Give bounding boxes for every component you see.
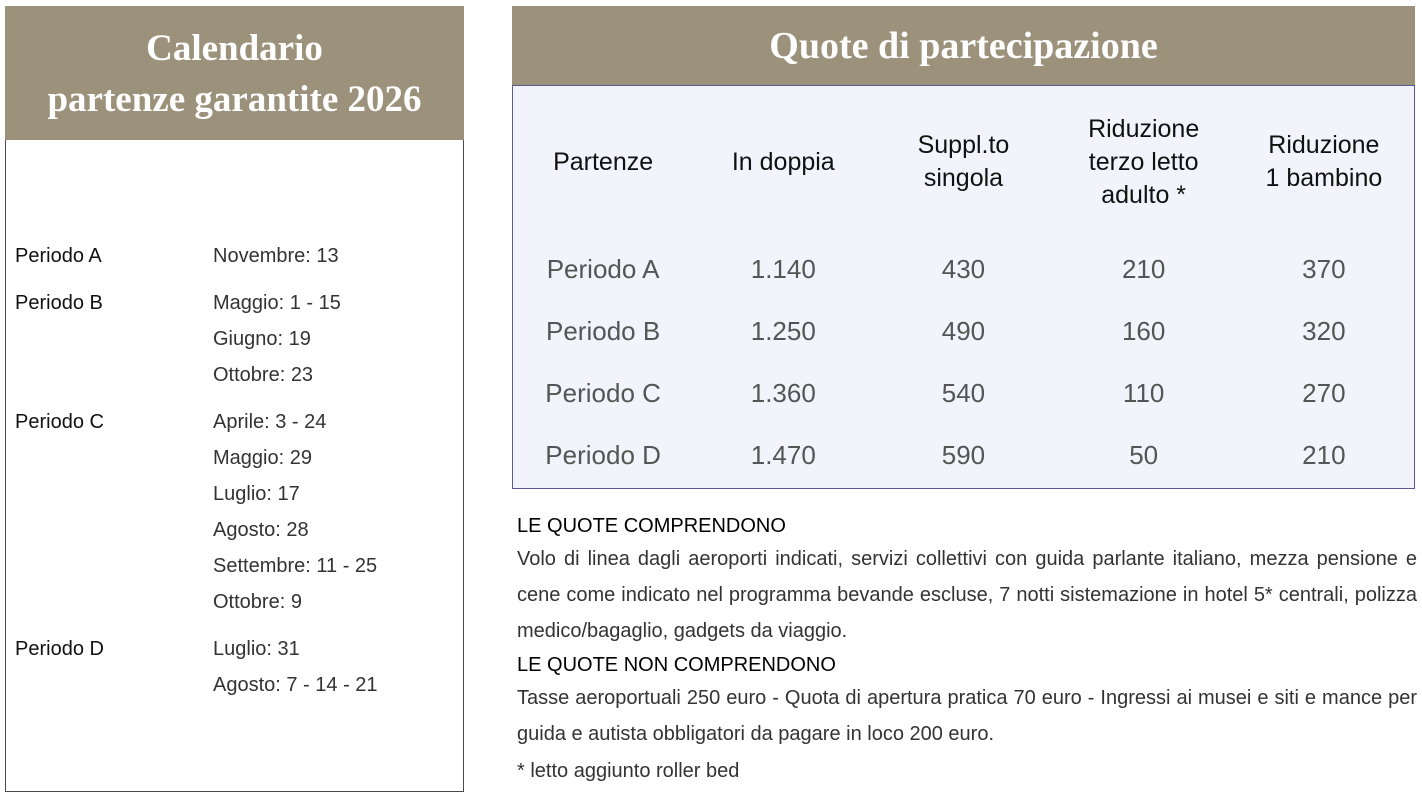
period-row — [6, 238, 463, 274]
column-header-line: In doppia — [731, 147, 835, 176]
calendar-title — [5, 6, 464, 140]
price-cell: 270 — [1302, 377, 1346, 408]
period-row — [6, 285, 463, 393]
table-row — [513, 300, 1414, 362]
calendar-title-line2: partenze garantite 2026 — [47, 79, 422, 120]
column-header-line: Suppl.to — [917, 131, 1010, 159]
period-date: Agosto: 7 - 14 - 21 — [213, 674, 378, 696]
price-cell: 1.140 — [750, 253, 816, 284]
table-row — [513, 424, 1414, 486]
price-cell: 430 — [941, 253, 986, 284]
period-date: Agosto: 28 — [213, 519, 309, 541]
price-cell: 540 — [941, 377, 986, 408]
quotes-body — [513, 238, 1414, 486]
column-header-line: Partenze — [553, 147, 654, 176]
price-cell: 50 — [1129, 439, 1159, 470]
included-text: Volo di linea dagli aeroporti indicati, servizi collettivi con guida parlante italiano, mezza pensione e cene come indicato nel programma bevande escluse, 7 notti sistemazione in hotel 5* centrali, polizza medico/bagaglio, gadgets da viaggio. — [517, 548, 1417, 642]
table-row — [513, 238, 1414, 300]
notes-section — [517, 511, 1417, 789]
period-dates — [213, 631, 463, 703]
footnote: * letto aggiunto roller bed — [517, 760, 740, 782]
included-heading: LE QUOTE COMPRENDONO — [517, 515, 786, 537]
period-date: Novembre: 13 — [213, 245, 339, 267]
period-row — [6, 404, 463, 620]
table-row — [513, 362, 1414, 424]
period-name: Periodo C — [15, 411, 104, 433]
period-dates — [213, 285, 463, 393]
price-cell: 1.250 — [750, 315, 816, 346]
column-header — [693, 86, 873, 238]
column-header-line: singola — [923, 164, 1004, 192]
row-period-cell: Periodo B — [546, 315, 661, 346]
quotes-table — [513, 86, 1414, 486]
calendar-list — [6, 238, 463, 714]
period-name: Periodo A — [15, 245, 102, 267]
excluded-text: Tasse aeroportuali 250 euro - Quota di apertura pratica 70 euro - Ingressi ai musei e siti e mance per guida e autista obbligatori da pagare in loco 200 euro. — [517, 687, 1417, 745]
column-header-line: Riduzione — [1088, 114, 1200, 143]
quotes-title: Quote di partecipazione — [512, 6, 1415, 85]
column-header-line: adulto * — [1101, 180, 1187, 209]
period-dates — [213, 404, 463, 620]
column-header-line: 1 bambino — [1265, 164, 1383, 192]
row-period-cell: Periodo C — [545, 377, 661, 408]
price-cell: 320 — [1302, 315, 1346, 346]
price-cell: 210 — [1121, 253, 1166, 284]
period-row — [6, 631, 463, 703]
quotes-header-row — [513, 86, 1414, 238]
period-date: Aprile: 3 - 24 — [213, 411, 327, 433]
calendar-panel — [5, 6, 464, 792]
price-cell: 490 — [941, 315, 986, 346]
quotes-table-box — [512, 85, 1415, 489]
price-cell: 1.470 — [750, 439, 816, 470]
period-date: Settembre: 11 - 25 — [213, 555, 378, 577]
column-header — [513, 86, 693, 238]
excluded-heading: LE QUOTE NON COMPRENDONO — [517, 654, 836, 676]
price-cell: 110 — [1122, 377, 1165, 408]
period-date: Luglio: 31 — [213, 638, 300, 660]
period-date: Maggio: 29 — [213, 447, 312, 469]
period-date: Maggio: 1 - 15 — [213, 292, 341, 314]
column-header — [1054, 86, 1234, 238]
price-cell: 1.360 — [750, 377, 816, 408]
period-date: Ottobre: 23 — [213, 364, 314, 386]
period-name: Periodo D — [15, 638, 104, 660]
period-name: Periodo B — [15, 292, 103, 314]
period-date: Luglio: 17 — [213, 483, 300, 505]
column-header-line: Riduzione — [1268, 131, 1380, 159]
row-period-cell: Periodo A — [546, 253, 660, 284]
column-header-line: terzo letto — [1088, 147, 1199, 176]
period-date: Ottobre: 9 — [213, 591, 302, 613]
price-cell: 210 — [1302, 439, 1346, 470]
row-period-cell: Periodo D — [545, 439, 661, 470]
price-cell: 160 — [1121, 315, 1166, 346]
period-dates — [213, 238, 463, 274]
period-date: Giugno: 19 — [213, 328, 311, 350]
calendar-title-line1: Calendario — [146, 28, 323, 69]
price-cell: 370 — [1302, 253, 1346, 284]
price-cell: 590 — [941, 439, 986, 470]
column-header — [873, 86, 1053, 238]
column-header — [1234, 86, 1414, 238]
